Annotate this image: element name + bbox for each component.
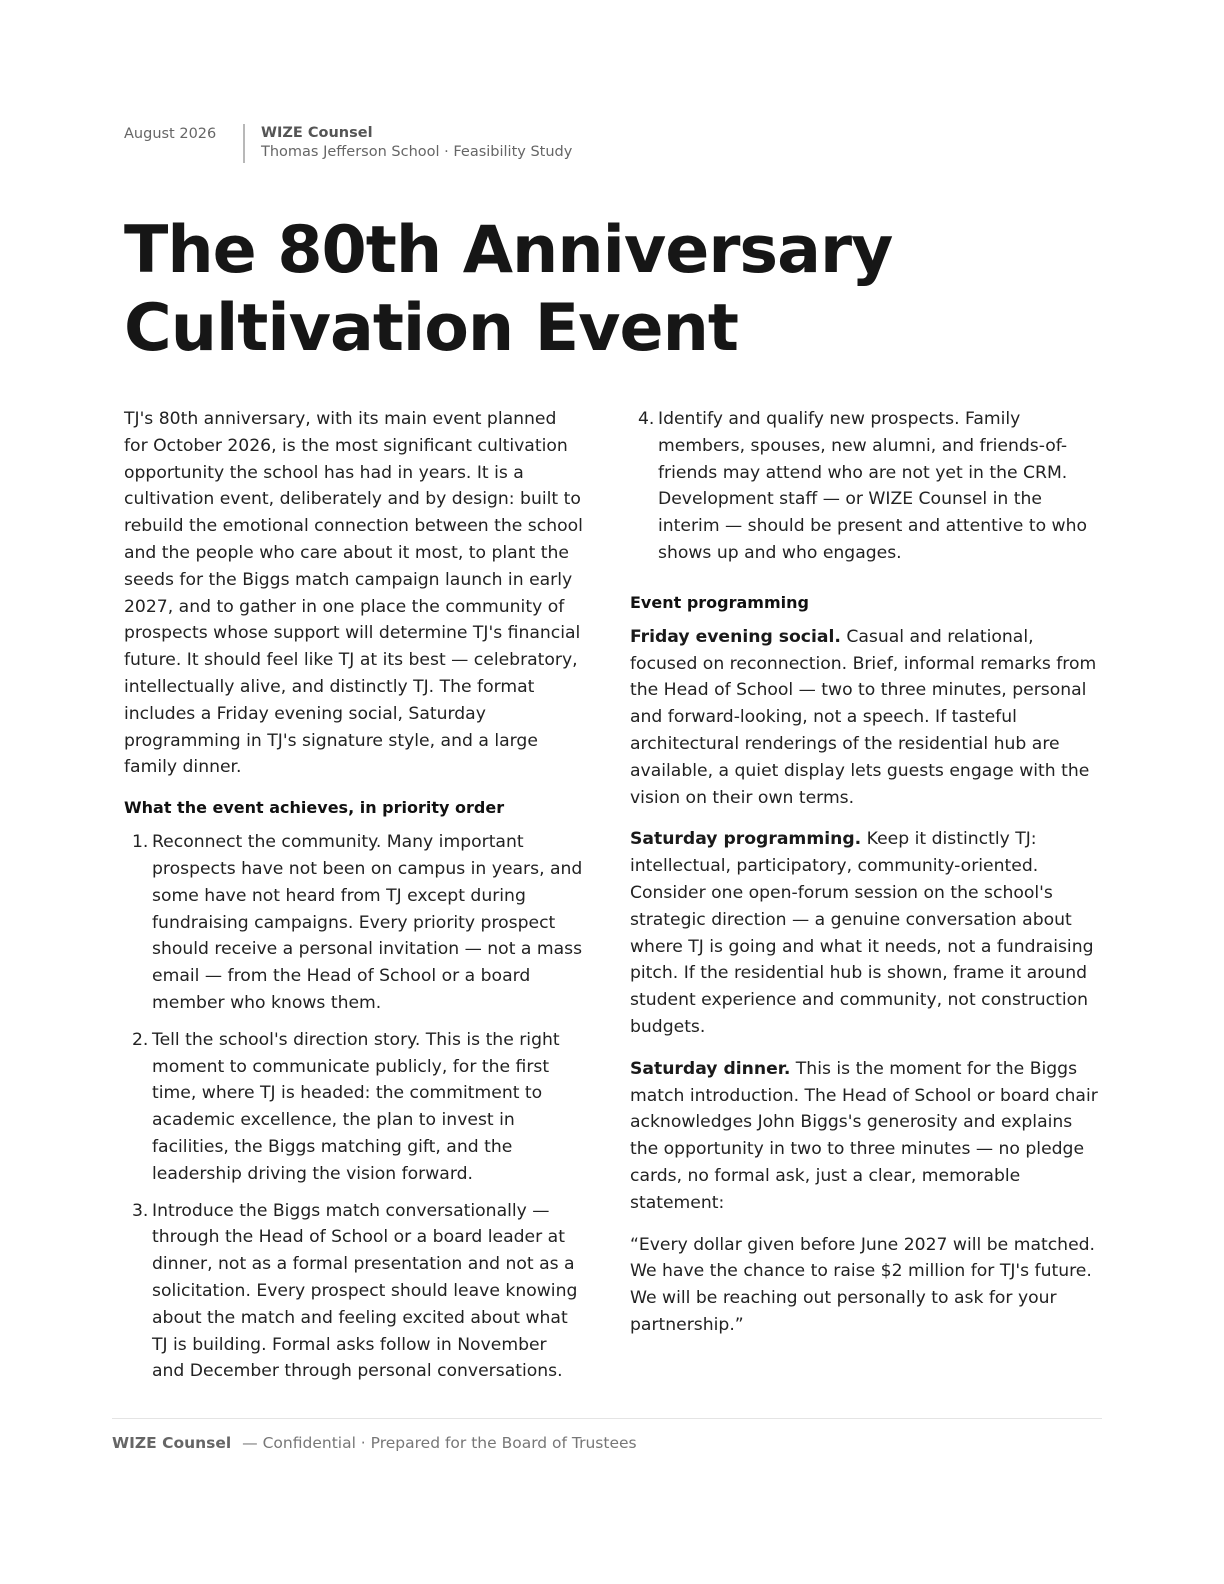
page-footer bbox=[112, 1432, 637, 1454]
header-org-block bbox=[261, 124, 572, 163]
friday-text: Casual and relational, focused on reconnection. Brief, informal remarks from the Head of School — two to three minutes, personal and forward-looking, not a speech. If tasteful architectural renderings of the residential hub are available, a quiet display lets guests engage with the vision on their own terms. bbox=[630, 626, 1097, 808]
friday-lead: Friday evening social. bbox=[630, 626, 841, 647]
list-item-text: Identify and qualify new prospects. Family members, spouses, new alumni, and friends-of-friends may attend who are not yet in the CRM. Development staff — or WIZE Counsel in the interim — should be present and attentive to who shows up and who engages. bbox=[658, 409, 1088, 563]
intro-paragraph: TJ's 80th anniversary, with its main event planned for October 2026, is the most significant cultivation opportunity the school has had in years. It is a cultivation event, deliberately and by design: built to rebuild the emotional connection between the school and the people who care about it most, to plant the seeds for the Biggs match campaign launch in early 2027, and to gather in one place the community of prospects whose support will determine TJ's financial future. It should feel like TJ at its best — celebratory, intellectually alive, and distinctly TJ. The format includes a Friday evening social, Saturday programming in TJ's signature style, and a large family dinner. bbox=[124, 409, 583, 778]
page-title-line-1: The 80th Anniversary bbox=[124, 213, 893, 288]
header-org-subtitle: Thomas Jefferson School · Feasibility Study bbox=[261, 144, 573, 160]
saturday-lead: Saturday programming. bbox=[630, 829, 862, 850]
saturday-paragraph bbox=[630, 826, 1100, 1040]
list-item-text: Tell the school's direction story. This is the right moment to communicate publicly, for the first time, where TJ is headed: the commitment to academic excellence, the plan to invest in facilities, the Biggs matching gift, and the leadership driving the vision forward. bbox=[152, 1029, 560, 1184]
footer-divider bbox=[112, 1418, 1102, 1419]
friday-paragraph bbox=[630, 624, 1100, 812]
page-title-line-2: Cultivation Event bbox=[124, 291, 738, 366]
list-item-text: Reconnect the community. Many important prospects have not been on campus in years, and some have not heard from TJ except during fundraising campaigns. Every priority prospect should receive a personal invitation — not a mass email — from the Head of School or a board member who knows them. bbox=[152, 832, 583, 1013]
page-header bbox=[124, 124, 572, 163]
list-item bbox=[630, 406, 1100, 567]
list-item bbox=[124, 829, 584, 1017]
dinner-text: This is the moment for the Biggs match introduction. The Head of School or board chair acknowledges John Biggs's generosity and explains the opportunity in two to three minutes — no pledge cards, no formal ask, just a clear, memorable statement: bbox=[630, 1058, 1098, 1213]
match-quote: “Every dollar given before June 2027 will be matched. We have the chance to raise $2 million for TJ's future. We will be reaching out personally to ask for your partnership.” bbox=[630, 1234, 1096, 1335]
programming-heading: Event programming bbox=[630, 592, 809, 612]
header-divider bbox=[243, 124, 245, 163]
page-title bbox=[124, 212, 1124, 368]
achieves-heading: What the event achieves, in priority order bbox=[124, 798, 505, 818]
achieves-list bbox=[124, 829, 584, 1385]
left-column bbox=[124, 406, 584, 1395]
list-item bbox=[124, 1198, 584, 1386]
achieves-list-continued bbox=[630, 406, 1100, 567]
list-item bbox=[124, 1027, 584, 1188]
right-column bbox=[630, 406, 1100, 1354]
list-item-text: Introduce the Biggs match conversationally — through the Head of School or a board leader at dinner, not as a formal presentation and not as a solicitation. Every prospect should leave knowing about the match and feeling excited about what TJ is building. Formal asks follow in November and December through personal conversations. bbox=[152, 1200, 578, 1382]
header-date: August 2026 bbox=[124, 126, 217, 142]
list-item-number: 2. bbox=[132, 1029, 149, 1050]
list-item-number: 4. bbox=[638, 409, 655, 429]
footer-org-name: WIZE Counsel bbox=[112, 1434, 232, 1452]
list-item-number: 1. bbox=[132, 832, 149, 853]
list-item-number: 3. bbox=[132, 1200, 149, 1221]
dinner-lead: Saturday dinner. bbox=[630, 1058, 791, 1079]
dinner-paragraph bbox=[630, 1056, 1100, 1217]
saturday-text: Keep it distinctly TJ: intellectual, participatory, community-oriented. Consider one open-forum session on the school's strategic direction — a genuine conversation about where TJ is going and what it needs, not a fundraising pitch. If the residential hub is shown, frame it around student experience and community, not construction budgets. bbox=[630, 829, 1094, 1037]
header-org-name: WIZE Counsel bbox=[261, 125, 373, 141]
footer-text: — Confidential · Prepared for the Board of Trustees bbox=[242, 1434, 637, 1452]
